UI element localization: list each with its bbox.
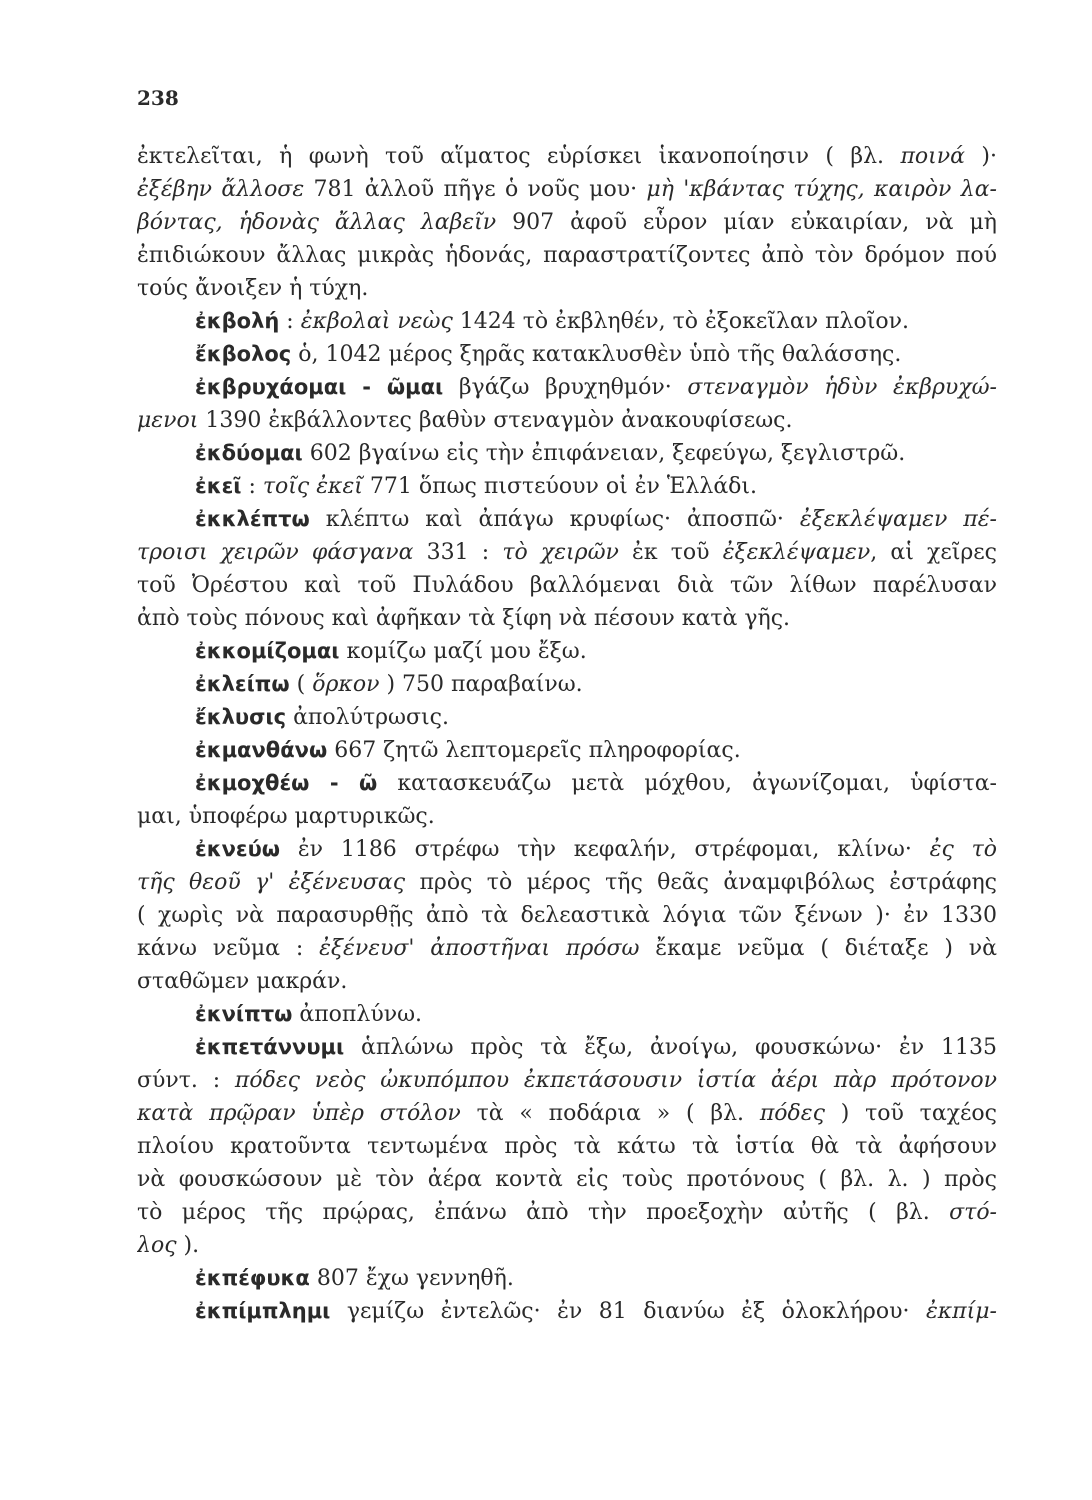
text-segment: ὁ, 1042 μέρος ξηρᾶς κατακλυσθὲν ὑπὸ τῆς θαλάσσης. [291,342,902,367]
text-segment: ) 750 παραβαίνω. [379,672,583,697]
text-segment: σύντ. : [137,1068,235,1093]
quoted-text: ποινά [900,144,965,169]
quoted-text: τροισι χειρῶν φάσγανα [137,540,414,565]
text-line [137,866,997,899]
page-number: 238 [137,86,179,110]
entry-headword: ἐκμανθάνω [195,738,328,762]
quoted-text: ἐς τὸ [929,837,997,862]
quoted-text: μενοι [137,408,199,433]
text-segment: ( [289,672,313,697]
quoted-text: ἐξέβην ἄλλοσε [137,177,305,202]
text-segment: πλοίου κρατοῦντα τεντωμένα πρὸς τὰ κάτω τὰ ἱστία θὰ τὰ ἀφήσουν [137,1134,997,1159]
quoted-text: ἐκπίμ- [925,1299,997,1324]
quoted-text: κατὰ πρῷραν ὑπὲρ στόλον [137,1101,461,1126]
quoted-text: πόδες νεὸς ὠκυπόμπου ἐκπετάσουσιν ἱστία ἀέρι πὰρ πρότονον [234,1068,997,1093]
text-segment: 771 ὅπως πιστεύουν οἱ ἐν Ἑλλάδι. [362,474,758,499]
text-line [137,1097,997,1130]
text-line [137,173,997,206]
entry-headword: ἐκλείπω [195,672,290,696]
entry-headword: ἔκλυσις [195,705,287,729]
text-segment: 907 ἀφοῦ εὗρον μίαν εὐκαιρίαν, νὰ μὴ [496,210,997,235]
entry-headword: ἐκκομίζομαι [195,639,340,663]
text-line [137,635,997,668]
text-line [137,1031,997,1064]
quoted-text: βόντας, ἡδονὰς ἄλλας λαβεῖν [137,210,497,235]
text-segment: ἀποπλύνω. [292,1002,423,1027]
text-segment: : [279,309,301,334]
entry-headword: ἐκκλέπτω [195,507,310,531]
text-line [137,437,997,470]
text-line [137,668,997,701]
text-segment: ἀπολύτρωσις. [286,705,449,730]
text-line [137,998,997,1031]
text-segment: ἔκαμε νεῦμα ( διέταξε ) νὰ [639,936,997,961]
text-line [137,767,997,800]
text-line [137,305,997,338]
text-segment: 807 ἔχω γεννηθῆ. [309,1266,514,1291]
quoted-text: λος [137,1233,177,1258]
text-segment: κλέπτω καὶ ἀπάγω κρυφίως· ἀποσπῶ· [309,507,800,532]
text-segment: 331 : [413,540,503,565]
text-segment: ( χωρὶς νὰ παρασυρθῇς ἀπὸ τὰ δελεαστικὰ λόγια τῶν ξένων )· ἐν 1330 [137,903,997,928]
text-line [137,371,997,404]
text-segment: τὸ μέρος τῆς πρῴρας, ἐπάνω ἀπὸ τὴν προεξοχὴν αὐτῆς ( βλ. [137,1200,950,1225]
text-line [137,1229,997,1262]
text-line [137,602,997,635]
quoted-text: στό- [949,1200,997,1225]
text-segment: κατασκευάζω μετὰ μόχθου, ἀγωνίζομαι, ὑφίστα- [377,771,997,796]
quoted-text: ἐξεκλέψαμεν [722,540,871,565]
entry-headword: ἐκπίμπλημι [195,1299,331,1323]
text-segment: ἐκ τοῦ [618,540,723,565]
text-line [137,965,997,998]
text-segment: τὰ « ποδάρια » ( βλ. [460,1101,760,1126]
text-segment: τοῦ Ὀρέστου καὶ τοῦ Πυλάδου βαλλόμεναι διὰ τῶν λίθων παρέλυσαν [137,573,997,598]
quoted-text: τὸ χειρῶν [502,540,619,565]
text-line [137,1295,997,1328]
text-segment: ἐπιδιώκουν ἄλλας μικρὰς ἡδονάς, παραστρατίζοντες ἀπὸ τὸν δρόμον πού [137,243,997,268]
text-line [137,239,997,272]
quoted-text: ἐκβολαὶ νεὼς [300,309,453,334]
text-segment: σταθῶμεν μακράν. [137,969,348,994]
quoted-text: ἐξεκλέψαμεν πέ- [799,507,997,532]
text-segment: κομίζω μαζί μου ἔξω. [339,639,587,664]
text-segment: γεμίζω ἐντελῶς· ἐν 81 διανύω ἐξ ὁλοκλήρου· [330,1299,926,1324]
text-line [137,1262,997,1295]
entry-headword: ἐκβολή [195,309,280,333]
text-line [137,470,997,503]
quoted-text: πόδες [759,1101,825,1126]
text-line [137,338,997,371]
entry-headword: ἐκνεύω [195,837,281,861]
dictionary-text-body [137,140,997,1328]
text-segment: 602 βγαίνω εἰς τὴν ἐπιφάνειαν, ξεφεύγω, ξεγλιστρῶ. [302,441,906,466]
quoted-text: ἐξένευσ' ἀποστῆναι πρόσω [319,936,640,961]
text-line [137,536,997,569]
quoted-text: τῆς θεοῦ γ' ἐξένευσας [137,870,406,895]
entry-headword: ἐκβρυχάομαι - ῶμαι [195,375,444,399]
text-segment: , αἱ χεῖρες [870,540,997,565]
text-line [137,800,997,833]
text-line [137,899,997,932]
text-segment: βγάζω βρυχηθμόν· [443,375,688,400]
text-line [137,701,997,734]
text-segment: )· [965,144,997,169]
text-line [137,503,997,536]
text-line [137,833,997,866]
text-segment: : [241,474,263,499]
text-segment: νὰ φουσκώσουν μὲ τὸν ἀέρα κοντὰ εἰς τοὺς προτόνους ( βλ. λ. ) πρὸς [137,1167,997,1192]
quoted-text: ὅρκον [312,672,380,697]
text-segment: 781 ἀλλοῦ πῆγε ὁ νοῦς μου· [304,177,647,202]
entry-headword: ἐκεῖ [195,474,242,498]
text-segment: ἁπλώνω πρὸς τὰ ἔξω, ἀνοίγω, φουσκώνω· ἐν 1135 [344,1035,997,1060]
entry-headword: ἐκπέφυκα [195,1266,310,1290]
entry-headword: ἐκδύομαι [195,441,303,465]
text-segment: 1424 τὸ ἐκβληθέν, τὸ ἐξοκεῖλαν πλοῖον. [452,309,909,334]
text-line [137,206,997,239]
entry-headword: ἐκπετάννυμι [195,1035,345,1059]
quoted-text: στεναγμὸν ἡδὺν ἐκβρυχώ- [687,375,997,400]
text-segment: ἐκτελεῖται, ἡ φωνὴ τοῦ αἵματος εὑρίσκει ἱκανοποίησιν ( βλ. [137,144,901,169]
text-segment: κάνω νεῦμα : [137,936,320,961]
entry-headword: ἔκβολος [195,342,292,366]
quoted-text: μὴ 'κβάντας τύχης, καιρὸν λα- [646,177,997,202]
text-line [137,140,997,173]
text-line [137,1130,997,1163]
text-segment: ) τοῦ ταχέος [824,1101,997,1126]
text-line [137,1163,997,1196]
text-line [137,569,997,602]
entry-headword: ἐκνίπτω [195,1002,293,1026]
text-segment: ). [176,1233,200,1258]
text-line [137,734,997,767]
text-segment: 667 ζητῶ λεπτομερεῖς πληροφορίας. [327,738,741,763]
entry-headword: ἐκμοχθέω - ῶ [195,771,378,795]
text-line [137,1196,997,1229]
text-line [137,404,997,437]
text-segment: πρὸς τὸ μέρος τῆς θεᾶς ἀναμφιβόλως ἐστράφης [405,870,997,895]
text-segment: μαι, ὑποφέρω μαρτυρικῶς. [137,804,435,829]
text-segment: ἀπὸ τοὺς πόνους καὶ ἀφῆκαν τὰ ξίφη νὰ πέσουν κατὰ γῆς. [137,606,791,631]
quoted-text: τοῖς ἐκεῖ [262,474,363,499]
text-segment: τούς ἄνοιξεν ἡ τύχη. [137,276,369,301]
text-segment: ἐν 1186 στρέφω τὴν κεφαλήν, στρέφομαι, κλίνω· [280,837,930,862]
text-segment: 1390 ἐκβάλλοντες βαθὺν στεναγμὸν ἀνακουφίσεως. [198,408,793,433]
text-line [137,1064,997,1097]
text-line [137,932,997,965]
text-line [137,272,997,305]
